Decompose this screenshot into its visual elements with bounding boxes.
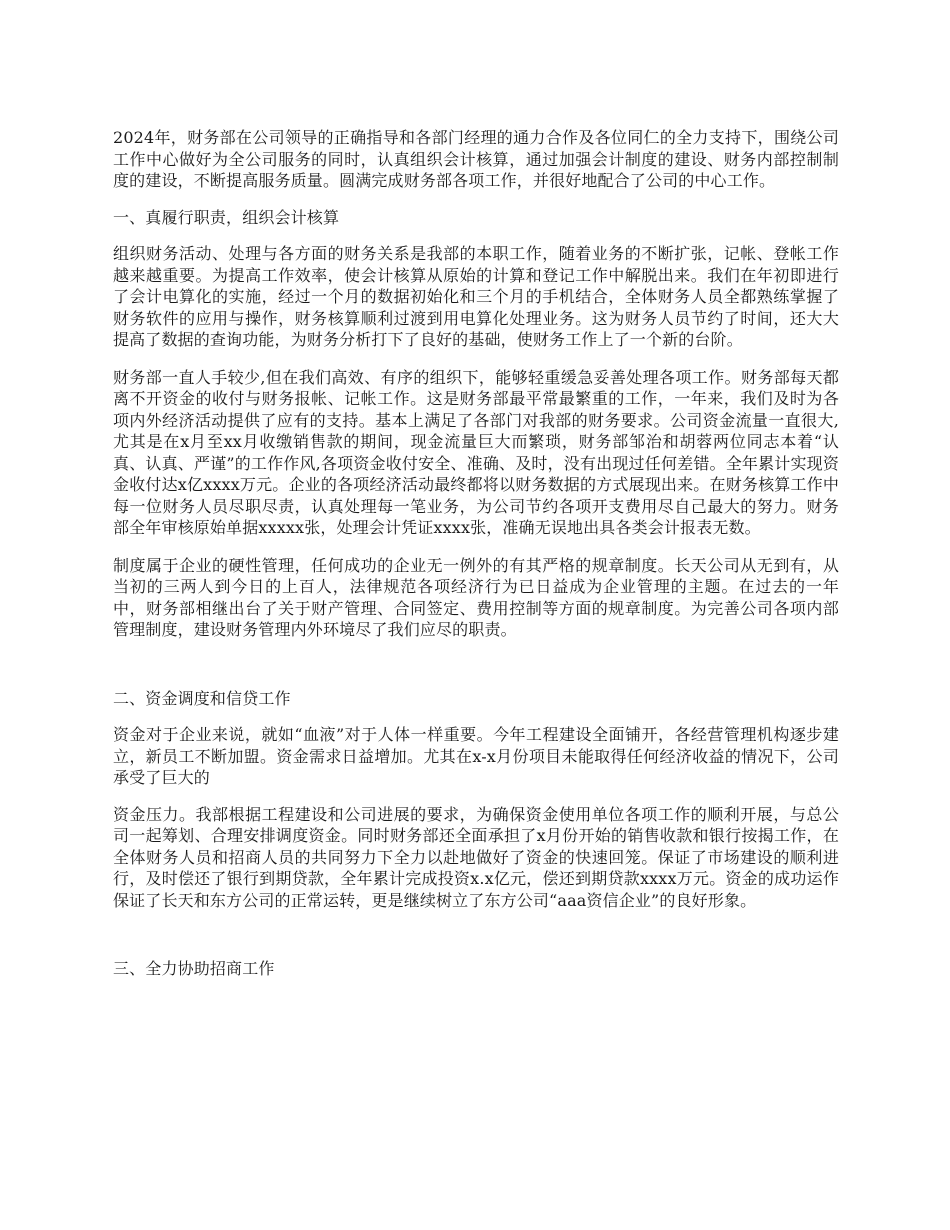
section1-paragraph-3: 制度属于企业的硬性管理，任何成功的企业无一例外的有其严格的规章制度。长天公司从无到有，从当初的三两人到今日的上百人，法律规范各项经济行为已日益成为企业管理的主题。在过去的一年中，财务部相继出台了关于财产管理、合同签定、费用控制等方面的规章制度。为完善公司各项内部管理制度，建设财务管理内外环境尽了我们应尽的职责。 bbox=[113, 555, 839, 639]
document-page bbox=[113, 127, 839, 980]
intro-paragraph: 2024年，财务部在公司领导的正确指导和各部门经理的通力合作及各位同仁的全力支持下，围绕公司工作中心做好为全公司服务的同时，认真组织会计核算，通过加强会计制度的建设、财务内部控制制度的建设，不断提高服务质量。圆满完成财务部各项工作，并很好地配合了公司的中心工作。 bbox=[113, 128, 839, 190]
section2-paragraph-1: 资金对于企业来说，就如“血液”对于人体一样重要。今年工程建设全面铺开，各经营管理机构逐步建立，新员工不断加盟。资金需求日益增加。尤其在x-x月份项目未能取得任何经济收益的情况下，公司承受了巨大的 bbox=[113, 725, 839, 787]
section-heading-2: 二、资金调度和信贷工作 bbox=[113, 688, 291, 708]
section1-paragraph-1: 组织财务活动、处理与各方面的财务关系是我部的本职工作，随着业务的不断扩张，记帐、登帐工作越来越重要。为提高工作效率，使会计核算从原始的计算和登记工作中解脱出来。我们在年初即进行了会计电算化的实施，经过一个月的数据初始化和三个月的手机结合，全体财务人员全都熟练掌握了财务软件的应用与操作，财务核算顺利过渡到用电算化处理业务。这为财务人员节约了时间，还大大提高了数据的查询功能，为财务分析打下了良好的基础，使财务工作上了一个新的台阶。 bbox=[113, 244, 839, 349]
section2-paragraph-2: 资金压力。我部根据工程建设和公司进展的要求，为确保资金使用单位各项工作的顺利开展，与总公司一起筹划、合理安排调度资金。同时财务部还全面承担了x月份开始的销售收款和银行按揭工作，在全体财务人员和招商人员的共同努力下全力以赴地做好了资金的快速回笼。保证了市场建设的顺利进行，及时偿还了银行到期贷款，全年累计完成投资x.x亿元，偿还到期贷款xxxx万元。资金的成功运作保证了长天和东方公司的正常运转，更是继续树立了东方公司“aaa资信企业”的良好形象。 bbox=[113, 804, 839, 910]
section1-paragraph-2: 财务部一直人手较少,但在我们高效、有序的组织下，能够轻重缓急妥善处理各项工作。财务部每天都离不开资金的收付与财务报帐、记帐工作。这是财务部最平常最繁重的工作，一年来，我们及时为各项内外经济活动提供了应有的支持。基本上满足了各部门对我部的财务要求。公司资金流量一直很大,尤其是在x月至xx月收缴销售款的期间，现金流量巨大而繁琐，财务部邹治和胡蓉两位同志本着“认真、认真、严谨”的工作作风,各项资金收付安全、准确、及时，没有出现过任何差错。全年累计实现资金收付达x亿xxxx万元。企业的各项经济活动最终都将以财务数据的方式展现出来。在财务核算工作中每一位财务人员尽职尽责，认真处理每一笔业务，为公司节约各项开支费用尽自己最大的努力。财务部全年审核原始单据xxxxx张，处理会计凭证xxxx张，准确无误地出具各类会计报表无数。 bbox=[113, 367, 839, 537]
section-heading-3: 三、全力协助招商工作 bbox=[113, 959, 275, 978]
section-heading-1: 一、真履行职责，组织会计核算 bbox=[113, 207, 340, 227]
